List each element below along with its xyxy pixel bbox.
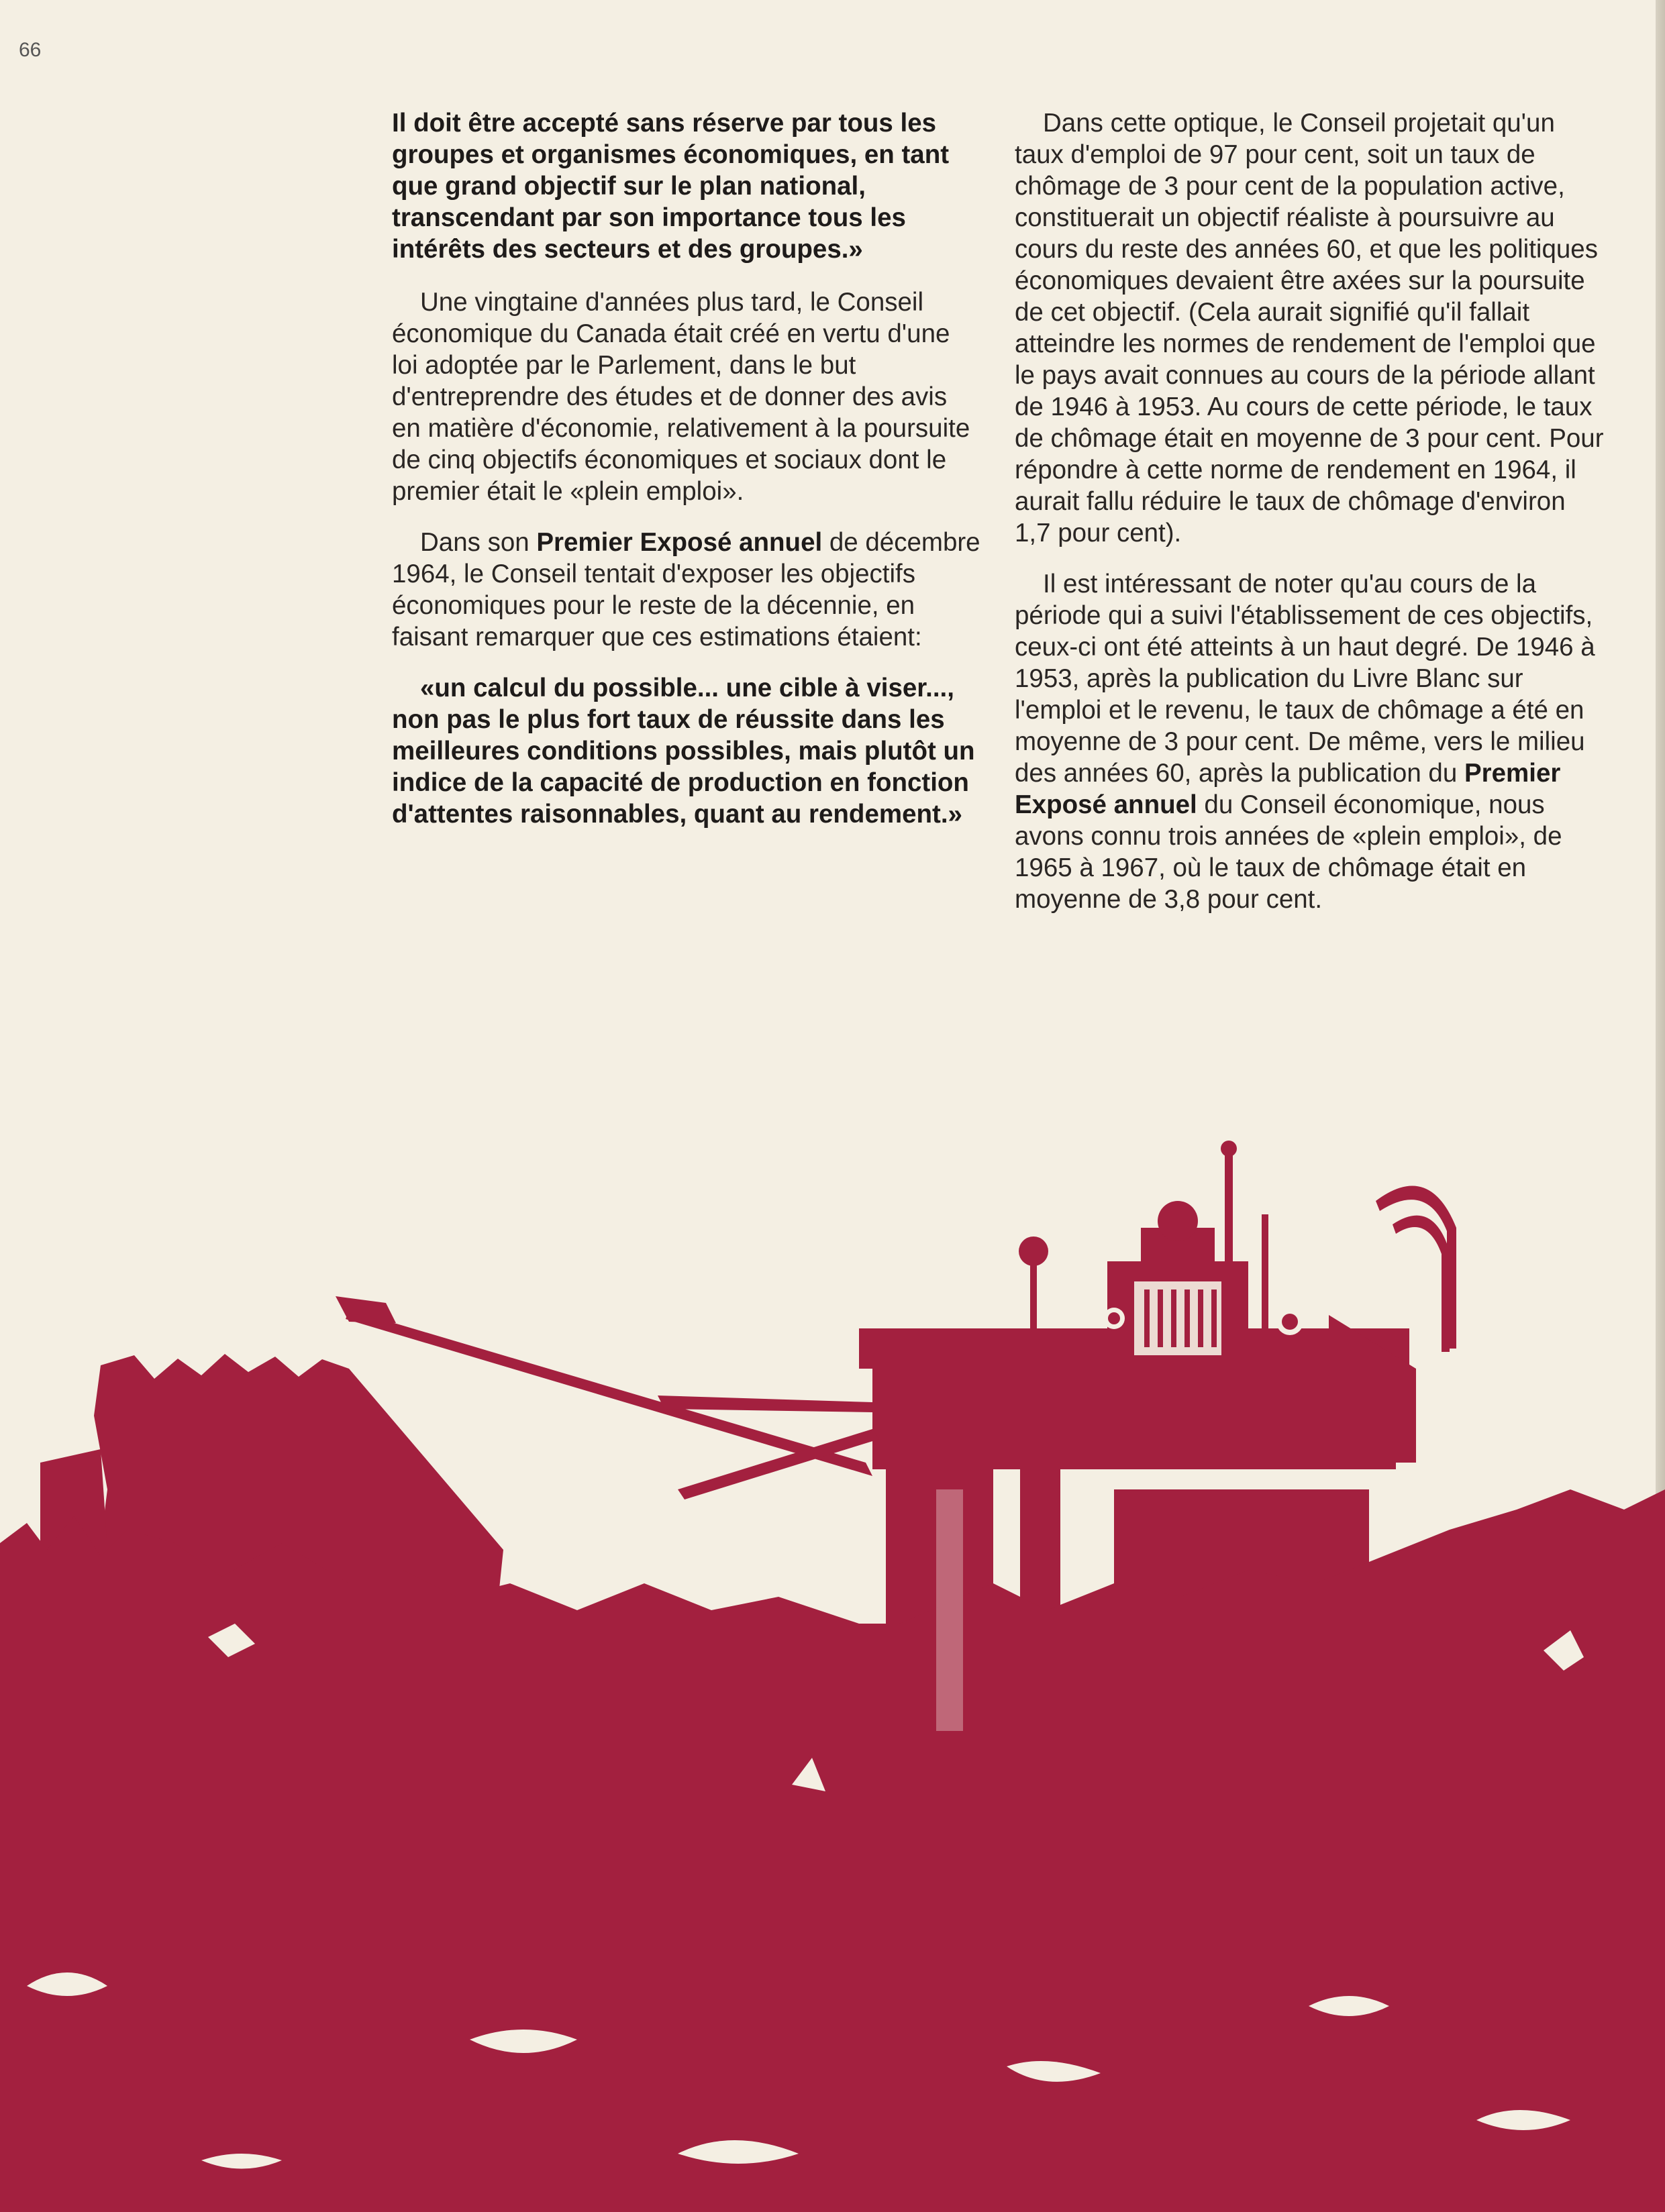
paragraph-first-annual-review — [392, 527, 982, 653]
paragraph-target-rate: Dans cette optique, le Conseil projetait qu'un taux d'emploi de 97 pour cent, soit un taux de chômage de 3 pour cent de la population active, constituerait un objectif réaliste à poursuivre au cours du reste des années 60, et que les politiques économiques devaient être axées sur la poursuite de cet objectif. (Cela aurait signifié qu'il fallait atteindre les normes de rendement de l'emploi que le pays avait connues au cours de la période allant de 1946 à 1953. Au cours de cette période, le taux de chômage était en moyenne de 3 pour cent. Pour répondre à cette norme de rendement en 1964, il aurait fallu réduire le taux de chômage d'environ 1,7 pour cent). — [1015, 109, 1604, 547]
emphasis-title: Premier Exposé annuel — [536, 528, 823, 557]
text-run: , quant au rendement.» — [679, 800, 962, 829]
emphasis-word: raisonnables — [520, 800, 680, 829]
text-run: Il est intéressant de noter qu'au cours de la période qui a suivi l'établissement de ces objectifs, ceux-ci ont été atteints à un haut degré. De 1946 à 1953, après la publication du Livre Blanc sur l'emploi et le revenu, le taux de chômage a été en moyenne de 3 pour cent. De même, vers le milieu des années 60, après la publication du — [1015, 570, 1595, 788]
paragraph-council-creation: Une vingtaine d'années plus tard, le Conseil économique du Canada était créé en vertu d'une loi adoptée par le Parlement, dans le but d'entreprendre des études et de donner des avis en matière d'économie, relativement à la poursuite de cinq objectifs économiques et sociaux dont le premier était le «plein emploi». — [392, 288, 970, 506]
text-run: du Conseil économique, nous avons connu trois années de «plein emploi», de 1965 à 1967, où le taux de chômage était en moyenne de 3,8 pour cent. — [1015, 790, 1562, 914]
page-number: 66 — [19, 39, 42, 61]
foliage-field — [0, 1489, 1665, 2212]
text-run: «un calcul du possible... une cible à viser..., non pas le plus fort taux de réussite dans les meilleures conditions possibles, mais plutôt un indice de la capacité de production en fonction d'attentes — [392, 674, 975, 829]
harvester-photo — [0, 1114, 1665, 2212]
paragraph-objectives-achieved — [1015, 568, 1605, 915]
text-run: Dans son — [420, 528, 537, 557]
quote-estimates — [392, 672, 982, 830]
quote-continued: Il doit être accepté sans réserve par tous les groupes et organismes économiques, en tant que grand objectif sur le plan national, transcendant par son importance tous les intérêts des secteurs et des groupes.» — [392, 109, 950, 264]
right-column — [1015, 107, 1605, 935]
emphasis-title: Premier Exposé annuel — [1015, 759, 1561, 819]
text-run: de décembre 1964, le Conseil tentait d'exposer les objectifs économiques pour le reste de la décennie, en faisant remarquer que ces estimations étaient: — [392, 528, 980, 651]
left-column — [392, 107, 982, 849]
